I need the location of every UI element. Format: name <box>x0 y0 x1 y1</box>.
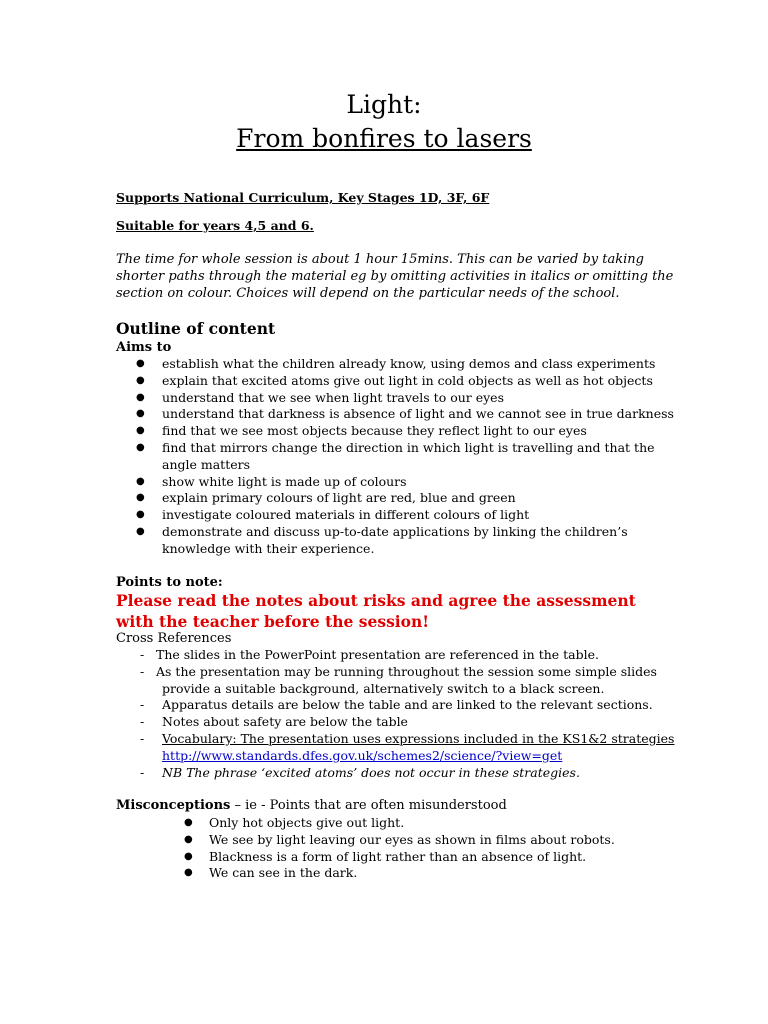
bullet-icon: ● <box>184 850 193 862</box>
list-item <box>116 356 676 373</box>
list-item <box>116 697 696 714</box>
bullet-icon: ● <box>184 817 193 828</box>
misconceptions-subtitle: – ie - Points that are often misunderstood <box>230 798 507 813</box>
vocabulary-text: Vocabulary: The presentation uses expressions included in the KS1&2 strategies <box>162 730 675 746</box>
misconception-text: Blackness is a form of light rather than an absence of light. <box>209 848 587 864</box>
aim-text: understand that darkness is absence of light and we cannot see in true darkness <box>162 406 674 422</box>
dash-marker: - <box>140 663 145 679</box>
list-item <box>116 440 676 474</box>
cross-ref-text: Notes about safety are below the table <box>162 714 408 730</box>
bullet-icon: ● <box>136 492 145 504</box>
dash-marker: - <box>140 697 145 713</box>
bullet-icon: ● <box>136 425 145 437</box>
aim-text: demonstrate and discuss up-to-date applications by linking the children’s knowledge with their experience. <box>162 523 628 556</box>
suitable-years: Suitable for years 4,5 and 6. <box>116 218 314 233</box>
dash-marker: - <box>140 730 145 746</box>
cross-references-heading: Cross References <box>116 631 232 646</box>
aims-list <box>116 356 676 558</box>
cross-ref-text: Apparatus details are below the table and are linked to the relevant sections. <box>162 697 653 713</box>
bullet-icon: ● <box>136 441 145 453</box>
dash-marker: - <box>140 647 145 662</box>
misconception-text: Only hot objects give out light. <box>209 815 405 830</box>
aim-text: investigate coloured materials in different colours of light <box>162 507 530 523</box>
misconceptions-label: Misconceptions <box>116 798 231 813</box>
bullet-icon: ● <box>136 525 145 537</box>
bullet-icon: ● <box>136 391 145 403</box>
list-item <box>116 865 676 882</box>
bullet-icon: ● <box>136 358 145 369</box>
list-item <box>116 832 676 849</box>
list-item <box>116 765 696 782</box>
cross-ref-continuation: provide a suitable background, alternatively switch to a black screen. <box>162 680 605 696</box>
points-to-note-heading: Points to note: <box>116 575 223 590</box>
list-item <box>116 647 696 664</box>
list-item <box>116 423 676 440</box>
intro-paragraph: The time for whole session is about 1 hour 15mins. This can be varied by taking shorter paths through the material eg by omitting activities in italics or omitting the section on colour. Choices will depend on the particular needs of the school. <box>116 252 674 301</box>
aim-text: understand that we see when light travels to our eyes <box>162 389 504 405</box>
list-item <box>116 474 676 491</box>
list-item <box>116 815 676 832</box>
aim-text: show white light is made up of colours <box>162 473 407 489</box>
aim-text: explain primary colours of light are red, blue and green <box>162 490 516 506</box>
dash-marker: - <box>140 714 145 730</box>
list-item <box>116 524 676 558</box>
outline-heading: Outline of content <box>116 319 276 338</box>
aim-text: find that we see most objects because they reflect light to our eyes <box>162 423 587 439</box>
list-item <box>116 373 676 390</box>
cross-ref-text: The slides in the PowerPoint presentation are referenced in the table. <box>156 647 599 662</box>
dash-marker: - <box>140 764 145 780</box>
bullet-icon: ● <box>136 408 145 420</box>
misconception-text: We can see in the dark. <box>209 865 358 881</box>
bullet-icon: ● <box>184 833 193 845</box>
list-item <box>116 714 696 731</box>
bullet-icon: ● <box>136 475 145 487</box>
list-item <box>116 406 676 423</box>
list-item <box>116 490 676 507</box>
cross-ref-text: NB The phrase ‘excited atoms’ does not occur in these strategies. <box>162 764 580 780</box>
bullet-icon: ● <box>184 867 193 879</box>
cross-ref-text: As the presentation may be running throughout the session some simple slides <box>156 663 657 679</box>
bullet-icon: ● <box>136 509 145 521</box>
title-line-1: Light: <box>346 90 422 119</box>
bullet-icon: ● <box>136 374 145 386</box>
list-item <box>116 390 676 407</box>
aim-text: establish what the children already know, using demos and class experiments <box>162 356 656 371</box>
strategies-link[interactable]: http://www.standards.dfes.gov.uk/schemes2/science/?view=get <box>162 747 563 763</box>
title-line-2: From bonfires to lasers <box>236 124 532 153</box>
aims-heading: Aims to <box>116 340 172 355</box>
list-item <box>116 507 676 524</box>
list-item <box>116 849 676 866</box>
misconceptions-heading <box>116 797 507 814</box>
aim-text: find that mirrors change the direction in which light is travelling and that the angle matters <box>162 439 655 472</box>
cross-references-list <box>116 647 696 781</box>
misconceptions-list <box>116 815 676 882</box>
misconception-text: We see by light leaving our eyes as shown in films about robots. <box>209 831 615 847</box>
list-item <box>116 731 696 765</box>
aim-text: explain that excited atoms give out light in cold objects as well as hot objects <box>162 372 653 388</box>
list-item <box>116 664 696 698</box>
supports-curriculum: Supports National Curriculum, Key Stages 1D, 3F, 6F <box>116 190 490 205</box>
risk-warning: Please read the notes about risks and agree the assessment with the teacher before the session! <box>116 591 636 631</box>
